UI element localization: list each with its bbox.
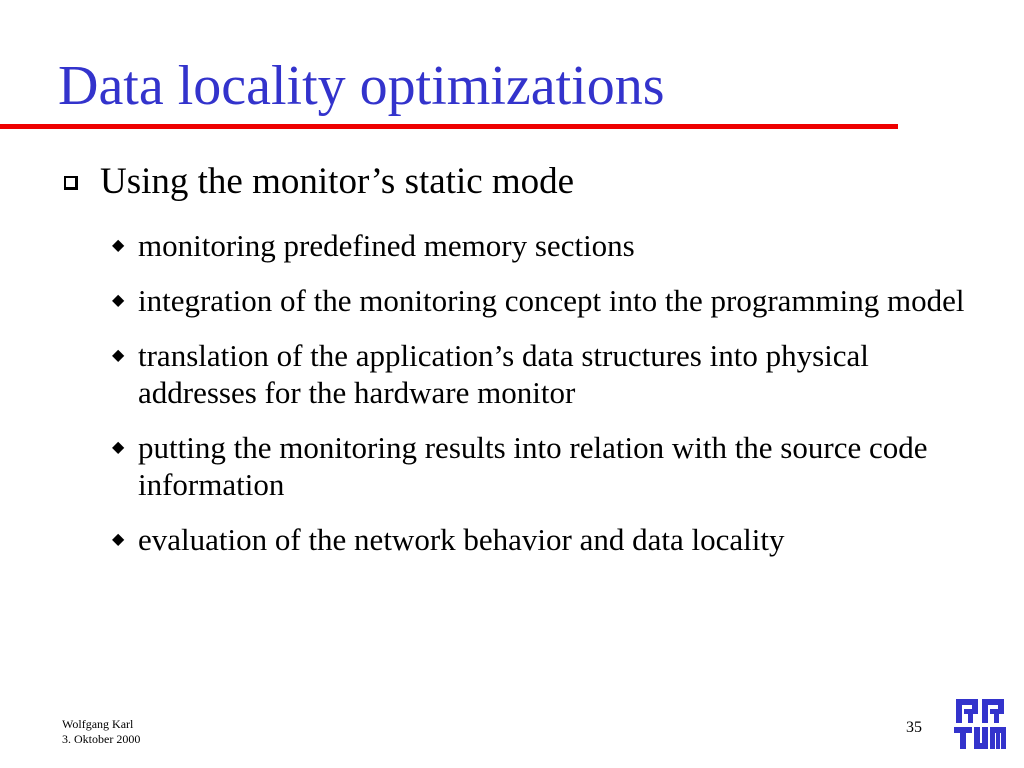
- diamond-bullet-icon: ◆: [112, 345, 125, 364]
- bullet-item: [110, 282, 990, 319]
- diamond-bullet-icon: ◆: [112, 290, 125, 309]
- bullet-item-text: translation of the application’s data structures into physical addresses for the hardware monitor: [138, 338, 869, 410]
- footer-date: 3. Oktober 2000: [62, 732, 141, 746]
- level2-list: [110, 227, 990, 576]
- bullet-item-text: monitoring predefined memory sections: [138, 228, 635, 263]
- bullet-item: [110, 429, 990, 503]
- level1-list: [60, 160, 1000, 204]
- tum-logo-icon: [950, 693, 1010, 753]
- bullet-item-text: putting the monitoring results into relation with the source code information: [138, 430, 928, 502]
- bullet-item: [110, 227, 990, 264]
- diamond-bullet-icon: ◆: [112, 235, 125, 254]
- diamond-bullet-icon: ◆: [112, 437, 125, 456]
- bullet-item: [110, 521, 990, 558]
- title-underline-rule: [0, 124, 898, 129]
- footer-author: Wolfgang Karl: [62, 717, 134, 731]
- bullet-item-text: integration of the monitoring concept into the programming model: [138, 283, 965, 318]
- bullet-item: [110, 337, 990, 411]
- level1-item-text: Using the monitor’s static mode: [100, 161, 575, 202]
- diamond-bullet-icon: ◆: [112, 529, 125, 548]
- level1-item: [60, 160, 1000, 204]
- square-bullet-icon: [64, 176, 78, 190]
- bullet-item-text: evaluation of the network behavior and data locality: [138, 522, 785, 557]
- page-number: 35: [906, 719, 922, 736]
- slide-title: Data locality optimizations: [58, 55, 665, 117]
